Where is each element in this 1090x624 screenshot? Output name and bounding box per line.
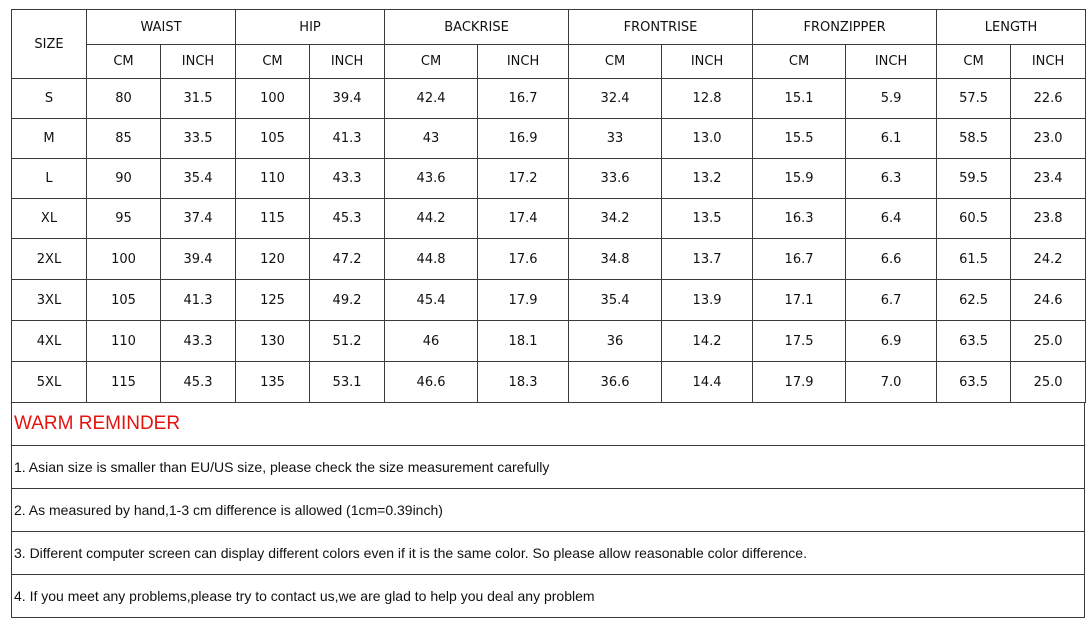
measurement-cell: 13.7 <box>662 239 753 280</box>
measurement-cell: 44.8 <box>385 239 478 280</box>
measurement-cell: 47.2 <box>310 239 385 280</box>
measurement-cell: 85 <box>87 119 161 159</box>
measurement-cell: 22.6 <box>1011 79 1086 119</box>
measurement-cell: 6.9 <box>846 321 937 362</box>
unit-inch-header: INCH <box>478 45 569 79</box>
measurement-cell: 16.3 <box>753 199 846 239</box>
measurement-cell: 59.5 <box>937 159 1011 199</box>
size-label: 4XL <box>12 321 87 362</box>
measurement-cell: 57.5 <box>937 79 1011 119</box>
measurement-cell: 33.5 <box>161 119 236 159</box>
measurement-cell: 16.7 <box>478 79 569 119</box>
measurement-cell: 23.8 <box>1011 199 1086 239</box>
size-label: M <box>12 119 87 159</box>
size-label: 2XL <box>12 239 87 280</box>
size-label: 5XL <box>12 362 87 403</box>
measurement-cell: 33.6 <box>569 159 662 199</box>
measurement-cell: 13.9 <box>662 280 753 321</box>
unit-inch-header: INCH <box>846 45 937 79</box>
measurement-cell: 60.5 <box>937 199 1011 239</box>
measurement-cell: 36.6 <box>569 362 662 403</box>
size-header: SIZE <box>12 10 87 79</box>
length-header: LENGTH <box>937 10 1086 45</box>
table-row <box>12 280 1086 321</box>
measurement-cell: 110 <box>87 321 161 362</box>
unit-cm-header: CM <box>236 45 310 79</box>
measurement-cell: 24.2 <box>1011 239 1086 280</box>
table-row <box>12 321 1086 362</box>
measurement-cell: 105 <box>87 280 161 321</box>
table-row <box>12 159 1086 199</box>
measurement-cell: 16.9 <box>478 119 569 159</box>
measurement-cell: 5.9 <box>846 79 937 119</box>
table-row <box>12 119 1086 159</box>
unit-inch-header: INCH <box>1011 45 1086 79</box>
measurement-cell: 13.5 <box>662 199 753 239</box>
fronzipper-header: FRONZIPPER <box>753 10 937 45</box>
measurement-cell: 39.4 <box>310 79 385 119</box>
measurement-cell: 33 <box>569 119 662 159</box>
table-row <box>12 362 1086 403</box>
measurement-cell: 120 <box>236 239 310 280</box>
measurement-cell: 58.5 <box>937 119 1011 159</box>
measurement-cell: 62.5 <box>937 280 1011 321</box>
frontrise-header: FRONTRISE <box>569 10 753 45</box>
hip-header: HIP <box>236 10 385 45</box>
measurement-cell: 15.1 <box>753 79 846 119</box>
reminder-line: 4. If you meet any problems,please try to contact us,we are glad to help you deal any problem <box>12 575 1085 618</box>
measurement-cell: 115 <box>87 362 161 403</box>
size-table-body <box>12 79 1086 403</box>
measurement-cell: 13.2 <box>662 159 753 199</box>
measurement-cell: 14.4 <box>662 362 753 403</box>
measurement-cell: 80 <box>87 79 161 119</box>
unit-cm-header: CM <box>569 45 662 79</box>
measurement-cell: 43.3 <box>310 159 385 199</box>
measurement-cell: 43.3 <box>161 321 236 362</box>
measurement-cell: 24.6 <box>1011 280 1086 321</box>
size-label: XL <box>12 199 87 239</box>
measurement-cell: 105 <box>236 119 310 159</box>
measurement-cell: 63.5 <box>937 321 1011 362</box>
warm-reminder <box>11 403 1085 618</box>
unit-cm-header: CM <box>385 45 478 79</box>
measurement-cell: 130 <box>236 321 310 362</box>
measurement-cell: 34.8 <box>569 239 662 280</box>
measurement-cell: 17.4 <box>478 199 569 239</box>
measurement-cell: 17.5 <box>753 321 846 362</box>
unit-cm-header: CM <box>87 45 161 79</box>
measurement-cell: 6.7 <box>846 280 937 321</box>
measurement-cell: 34.2 <box>569 199 662 239</box>
measurement-cell: 45.3 <box>161 362 236 403</box>
measurement-cell: 17.1 <box>753 280 846 321</box>
measurement-cell: 39.4 <box>161 239 236 280</box>
measurement-cell: 32.4 <box>569 79 662 119</box>
measurement-cell: 25.0 <box>1011 362 1086 403</box>
measurement-cell: 31.5 <box>161 79 236 119</box>
measurement-cell: 41.3 <box>161 280 236 321</box>
measurement-cell: 100 <box>87 239 161 280</box>
unit-inch-header: INCH <box>161 45 236 79</box>
size-table <box>11 9 1086 403</box>
measurement-cell: 46 <box>385 321 478 362</box>
measurement-cell: 7.0 <box>846 362 937 403</box>
size-chart <box>11 9 1085 618</box>
size-label: 3XL <box>12 280 87 321</box>
measurement-cell: 13.0 <box>662 119 753 159</box>
reminder-line: 1. Asian size is smaller than EU/US size, please check the size measurement carefully <box>12 446 1085 489</box>
table-row <box>12 199 1086 239</box>
measurement-cell: 53.1 <box>310 362 385 403</box>
measurement-cell: 63.5 <box>937 362 1011 403</box>
measurement-cell: 23.0 <box>1011 119 1086 159</box>
unit-inch-header: INCH <box>662 45 753 79</box>
measurement-cell: 135 <box>236 362 310 403</box>
measurement-cell: 125 <box>236 280 310 321</box>
reminder-title: WARM REMINDER <box>12 403 1085 446</box>
measurement-cell: 17.9 <box>478 280 569 321</box>
measurement-cell: 25.0 <box>1011 321 1086 362</box>
measurement-cell: 110 <box>236 159 310 199</box>
unit-cm-header: CM <box>753 45 846 79</box>
measurement-cell: 6.4 <box>846 199 937 239</box>
measurement-cell: 16.7 <box>753 239 846 280</box>
measurement-cell: 61.5 <box>937 239 1011 280</box>
measurement-cell: 90 <box>87 159 161 199</box>
measurement-cell: 35.4 <box>161 159 236 199</box>
reminder-line: 3. Different computer screen can display different colors even if it is the same color. So please allow reasonable color difference. <box>12 532 1085 575</box>
measurement-cell: 6.1 <box>846 119 937 159</box>
measurement-cell: 18.1 <box>478 321 569 362</box>
measurement-cell: 43.6 <box>385 159 478 199</box>
unit-inch-header: INCH <box>310 45 385 79</box>
measurement-cell: 17.6 <box>478 239 569 280</box>
measurement-cell: 46.6 <box>385 362 478 403</box>
size-label: S <box>12 79 87 119</box>
waist-header: WAIST <box>87 10 236 45</box>
measurement-cell: 17.9 <box>753 362 846 403</box>
measurement-cell: 6.3 <box>846 159 937 199</box>
table-row <box>12 239 1086 280</box>
measurement-cell: 17.2 <box>478 159 569 199</box>
measurement-cell: 12.8 <box>662 79 753 119</box>
measurement-cell: 51.2 <box>310 321 385 362</box>
measurement-cell: 15.9 <box>753 159 846 199</box>
backrise-header: BACKRISE <box>385 10 569 45</box>
measurement-cell: 95 <box>87 199 161 239</box>
measurement-cell: 18.3 <box>478 362 569 403</box>
measurement-cell: 41.3 <box>310 119 385 159</box>
measurement-cell: 115 <box>236 199 310 239</box>
reminder-line: 2. As measured by hand,1-3 cm difference is allowed (1cm=0.39inch) <box>12 489 1085 532</box>
measurement-cell: 37.4 <box>161 199 236 239</box>
measurement-cell: 100 <box>236 79 310 119</box>
measurement-cell: 36 <box>569 321 662 362</box>
measurement-cell: 35.4 <box>569 280 662 321</box>
unit-cm-header: CM <box>937 45 1011 79</box>
table-row <box>12 79 1086 119</box>
measurement-cell: 49.2 <box>310 280 385 321</box>
measurement-cell: 6.6 <box>846 239 937 280</box>
measurement-cell: 45.4 <box>385 280 478 321</box>
size-label: L <box>12 159 87 199</box>
measurement-cell: 42.4 <box>385 79 478 119</box>
measurement-cell: 45.3 <box>310 199 385 239</box>
measurement-cell: 15.5 <box>753 119 846 159</box>
measurement-cell: 43 <box>385 119 478 159</box>
measurement-cell: 23.4 <box>1011 159 1086 199</box>
measurement-cell: 44.2 <box>385 199 478 239</box>
measurement-cell: 14.2 <box>662 321 753 362</box>
